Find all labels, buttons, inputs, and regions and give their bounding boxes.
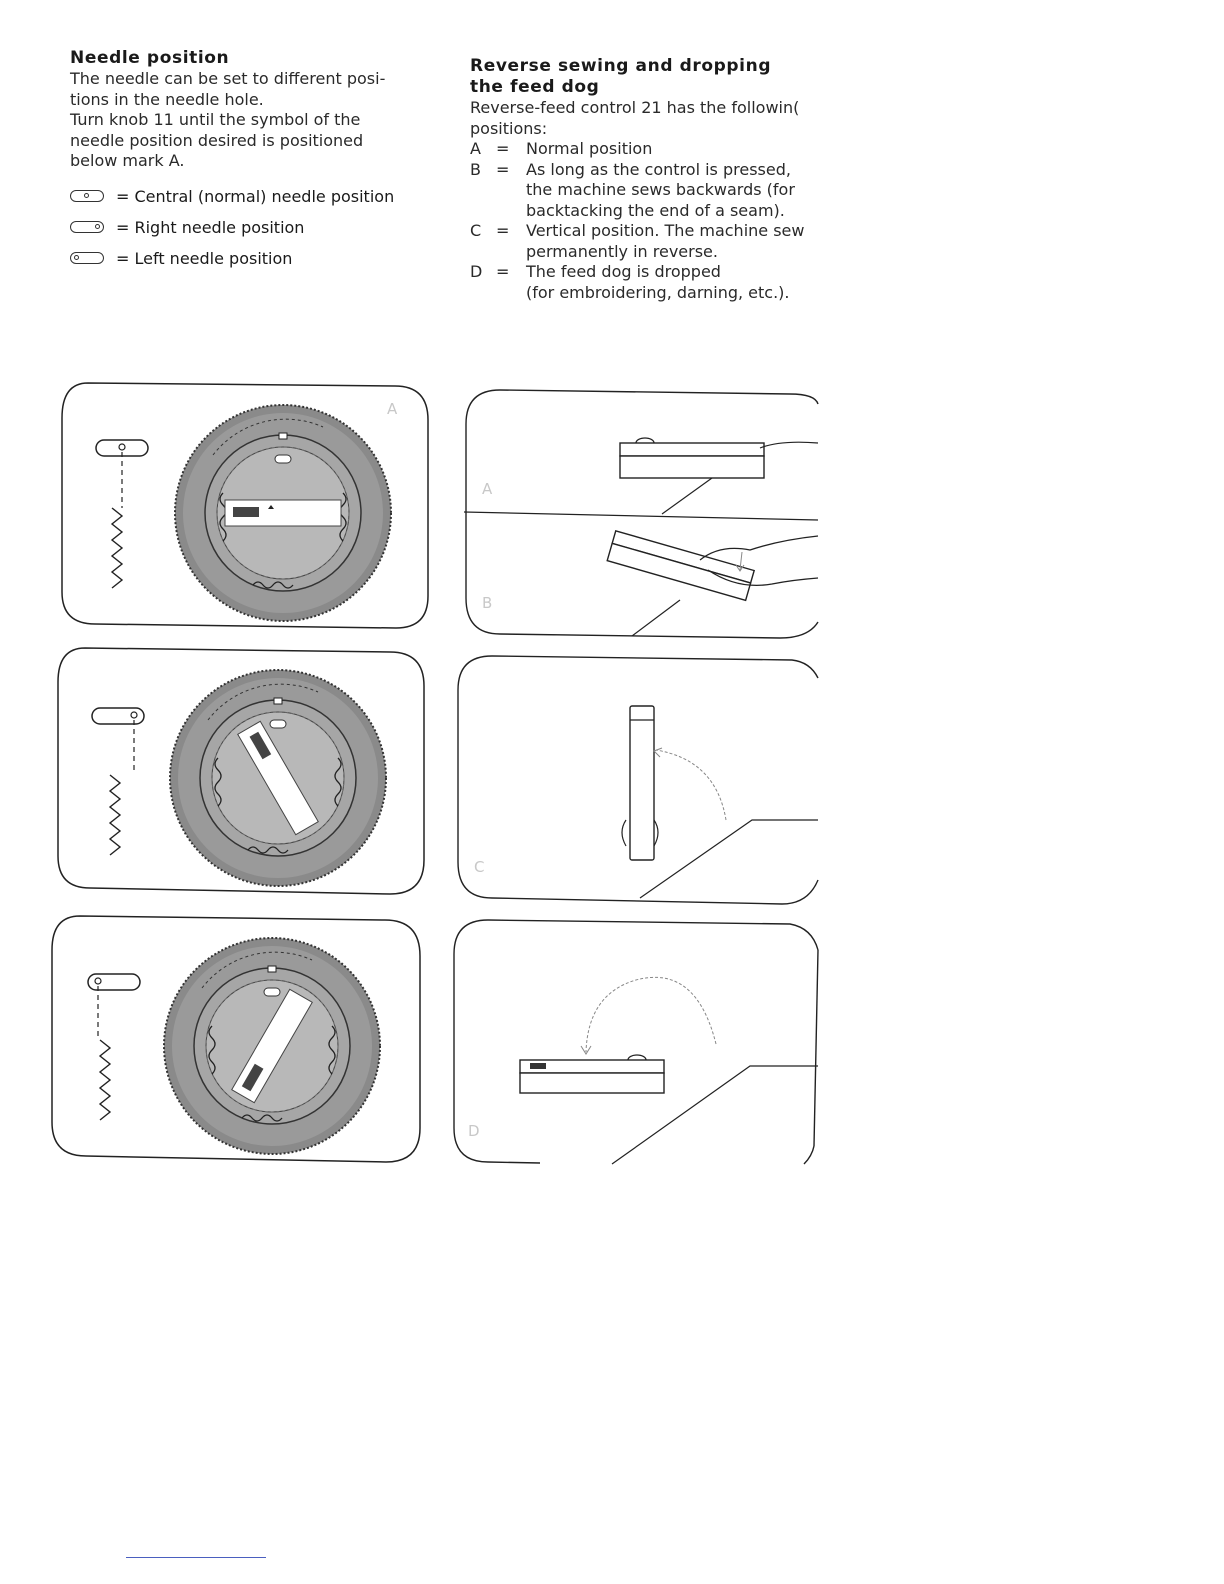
reverse-panel-c — [458, 656, 818, 904]
footer-rule — [126, 1557, 266, 1558]
position-d-row: D = The feed dog is dropped (for embroidering, darning, etc.). — [470, 262, 790, 302]
dial-mark-label: A — [387, 400, 398, 418]
control-position-b — [607, 531, 818, 636]
reverse-sewing-intro: Reverse-feed control 21 has the followin( positions: — [470, 98, 800, 138]
reverse-panel-ab — [464, 390, 818, 638]
panel-label-a: A — [482, 480, 493, 498]
right-position-row: = Right needle position — [70, 217, 430, 238]
dial-panel-central — [62, 383, 428, 628]
position-b-row: B = As long as the control is pressed, the machine sews backwards (for backtacking the end of a seam). — [470, 159, 795, 220]
panel-label-d: D — [468, 1122, 480, 1140]
central-position-row: = Central (normal) needle position — [70, 186, 430, 207]
reverse-sewing-heading: Reverse sewing and dropping the feed dog — [470, 56, 772, 97]
left-position-row: = Left needle position — [70, 248, 430, 269]
control-position-c — [622, 706, 726, 860]
position-a-row: A = Normal position — [470, 139, 653, 158]
panel-label-b: B — [482, 594, 493, 612]
position-c-row: C = Vertical position. The machine sew permanently in reverse. — [470, 221, 805, 261]
dial-panel-right — [58, 648, 424, 894]
reverse-panel-d — [454, 920, 818, 1164]
dial-panel-left — [52, 916, 420, 1162]
control-position-a — [620, 438, 818, 514]
panel-label-c: C — [474, 858, 485, 876]
needle-position-heading: Needle position — [70, 48, 230, 68]
control-position-d — [520, 977, 716, 1093]
needle-position-body: The needle can be set to different posi- tions in the needle hole. Turn knob 11 until the symbol of the needle position desired is positioned below mark A. — [70, 69, 386, 170]
